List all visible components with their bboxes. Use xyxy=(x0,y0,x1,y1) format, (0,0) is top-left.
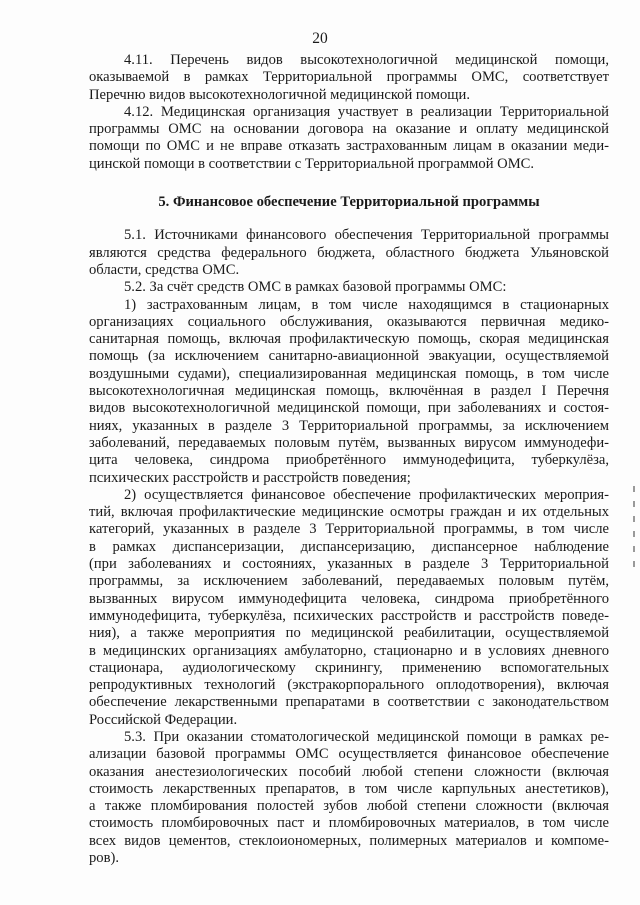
text-line: в медицинских организациях амбулаторно, стационарно и в условиях дневного xyxy=(89,642,609,659)
paragraph-p-5-2 xyxy=(89,279,609,296)
section-heading: 5. Финансовое обеспечение Территориальной программы xyxy=(158,194,540,211)
text-line: ров). xyxy=(89,850,119,867)
text-line: обеспечение лекарственными препаратами в соответствии с законодательством xyxy=(89,694,609,711)
text-line: стационара, аудиологическому скринингу, применению вспомогательных xyxy=(89,659,609,676)
text-line: видов высокотехнологичной медицинской помощи, при заболеваниях и состоя- xyxy=(89,400,609,417)
text-line: помощь (за исключением санитарно-авиационной эвакуации, осуществляемой xyxy=(89,348,609,365)
paragraph-p-5-2-2 xyxy=(89,487,609,729)
text-line: всех видов цементов, стеклоиономерных, полимерных материалов и компоме- xyxy=(89,832,609,849)
text-line: 4.12. Медицинская организация участвует в реализации Территориальной xyxy=(124,103,609,120)
text-line: 5.3. При оказании стоматологической медицинской помощи в рамках ре- xyxy=(124,728,609,745)
paragraph-p-4-12 xyxy=(89,104,609,173)
text-line: стоимость пломбировочных паст и пломбировочных материалов, в том числе xyxy=(89,815,609,832)
text-line: программы, за исключением заболеваний, передаваемых половым путём, xyxy=(89,573,609,590)
text-line: 1) застрахованным лицам, в том числе находящимся в стационарных xyxy=(124,296,609,313)
text-line: тий, включая профилактические медицинские осмотры граждан и их отдельных xyxy=(89,504,609,521)
edge-mark xyxy=(633,546,635,552)
text-line: а также пломбирования полостей зубов любой степени сложности (включая xyxy=(89,798,609,815)
text-line: оказания анестезиологических пособий любой степени сложности (включая xyxy=(89,763,609,780)
text-line: воздушными судами), специализированная медицинская помощь, в том числе xyxy=(89,365,609,382)
text-line: цинской помощи в соответствии с Территориальной программой ОМС. xyxy=(89,155,535,172)
text-line: области, средства ОМС. xyxy=(89,261,240,278)
text-line: ализации базовой программы ОМС осуществляется финансовое обеспечение xyxy=(89,746,609,763)
edge-mark xyxy=(633,486,635,492)
edge-mark xyxy=(633,561,635,567)
text-line: являются средства федерального бюджета, областного бюджета Ульяновской xyxy=(89,244,609,261)
edge-mark xyxy=(633,531,635,537)
text-line: 5.2. За счёт средств ОМС в рамках базовой программы ОМС: xyxy=(124,279,507,296)
edge-mark xyxy=(633,516,635,522)
paragraph-p-5-1 xyxy=(89,227,609,279)
text-line: иммунодефицита, туберкулёза, психических расстройств и расстройств поведе- xyxy=(89,607,609,624)
text-line: в рамках диспансеризации, диспансеризацию, диспансерное наблюдение xyxy=(89,538,609,555)
text-line: 4.11. Перечень видов высокотехнологичной медицинской помощи, xyxy=(124,52,609,68)
page-number: 20 xyxy=(312,30,328,47)
text-line: ниях, указанных в разделе 3 Территориальной программы, за исключением xyxy=(89,417,609,434)
text-line: программы ОМС на основании договора на оказание и оплату медицинской xyxy=(89,121,609,138)
text-line: помощи по ОМС и не вправе отказать застрахованным лицам в оказании меди- xyxy=(89,138,609,155)
section-paragraphs xyxy=(89,227,609,867)
text-line: 2) осуществляется финансовое обеспечение профилактических мероприя- xyxy=(124,486,609,503)
paragraph-p-5-3 xyxy=(89,729,609,867)
top-paragraphs xyxy=(89,52,609,173)
paragraph-p-4-11 xyxy=(89,52,609,104)
text-line: вызванных вирусом иммунодефицита человека, синдрома приобретённого xyxy=(89,590,609,607)
text-line: психических расстройств и расстройств поведения; xyxy=(89,469,411,486)
document-body xyxy=(89,52,609,867)
text-line: оказываемой в рамках Территориальной программы ОМС, соответствует xyxy=(89,69,609,86)
text-line: категорий, указанных в разделе 3 Территориальной программы, в том числе xyxy=(89,521,609,538)
paragraph-p-5-2-1 xyxy=(89,297,609,487)
text-line: Российской Федерации. xyxy=(89,711,238,728)
text-line: Перечню видов высокотехнологичной медицинской помощи. xyxy=(89,86,470,103)
margin-edge-marks xyxy=(633,486,636,576)
text-line: организациях социального обслуживания, оказываются первичная медико- xyxy=(89,313,609,330)
text-line: санитарная помощь, включая профилактическую помощь, скорая медицинская xyxy=(89,331,609,348)
text-line: репродуктивных технологий (экстракорпорального оплодотворения), включая xyxy=(89,677,609,694)
text-line: стоимость лекарственных препаратов, в том числе карпульных анестетиков), xyxy=(89,780,609,797)
text-line: (при заболеваниях и состояниях, указанных в разделе 3 Территориальной xyxy=(89,556,609,573)
edge-mark xyxy=(633,501,635,507)
text-line: ния), а также мероприятия по медицинской реабилитации, осуществляемой xyxy=(89,625,609,642)
text-line: высокотехнологичная медицинская помощь, включённая в раздел I Перечня xyxy=(89,383,609,400)
text-line: заболеваний, передаваемых половым путём, вызванных вирусом иммунодефи- xyxy=(89,434,609,451)
text-line: цита человека, синдрома приобретённого иммунодефицита, туберкулёза, xyxy=(89,452,609,469)
text-line: 5.1. Источниками финансового обеспечения Территориальной программы xyxy=(124,227,609,244)
